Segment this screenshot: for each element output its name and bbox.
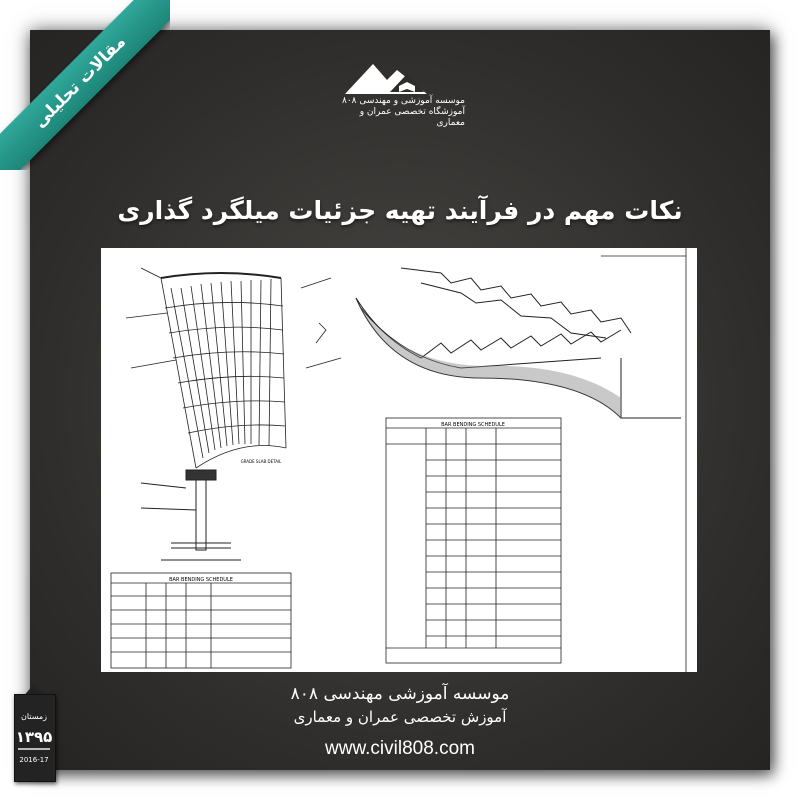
schedule-left-heading: BAR BENDING SCHEDULE xyxy=(169,577,233,583)
footer-line1: موسسه آموزشی مهندسی ۸۰۸ xyxy=(290,684,510,704)
category-ribbon-label: مقالات تحلیلی xyxy=(0,0,170,170)
season-divider xyxy=(18,748,50,750)
logo-text xyxy=(340,96,465,129)
schedule-right-heading: BAR BENDING SCHEDULE xyxy=(441,422,505,428)
season-year: ۱۳۹۵ xyxy=(15,728,53,746)
footer-line2: آموزش تخصصی عمران و معماری xyxy=(293,708,507,726)
rebar-detail-drawing xyxy=(101,248,697,672)
engineering-drawing-icon xyxy=(101,248,697,672)
season-label: زمستان xyxy=(20,712,47,721)
logo-line2: آموزشگاه تخصصی عمران و معماری xyxy=(359,107,465,128)
logo-line1: موسسه آموزشی و مهندسی ۸۰۸ xyxy=(342,96,465,106)
website-link[interactable]: www.civil808.com xyxy=(325,738,475,759)
section-label: GRADE SLAB DETAIL xyxy=(240,459,282,464)
category-ribbon[interactable] xyxy=(0,0,170,170)
page-title: نکات مهم در فرآیند تهیه جزئیات میلگرد گذاری xyxy=(117,196,683,225)
season-gregorian: 2016-17 xyxy=(19,756,49,764)
